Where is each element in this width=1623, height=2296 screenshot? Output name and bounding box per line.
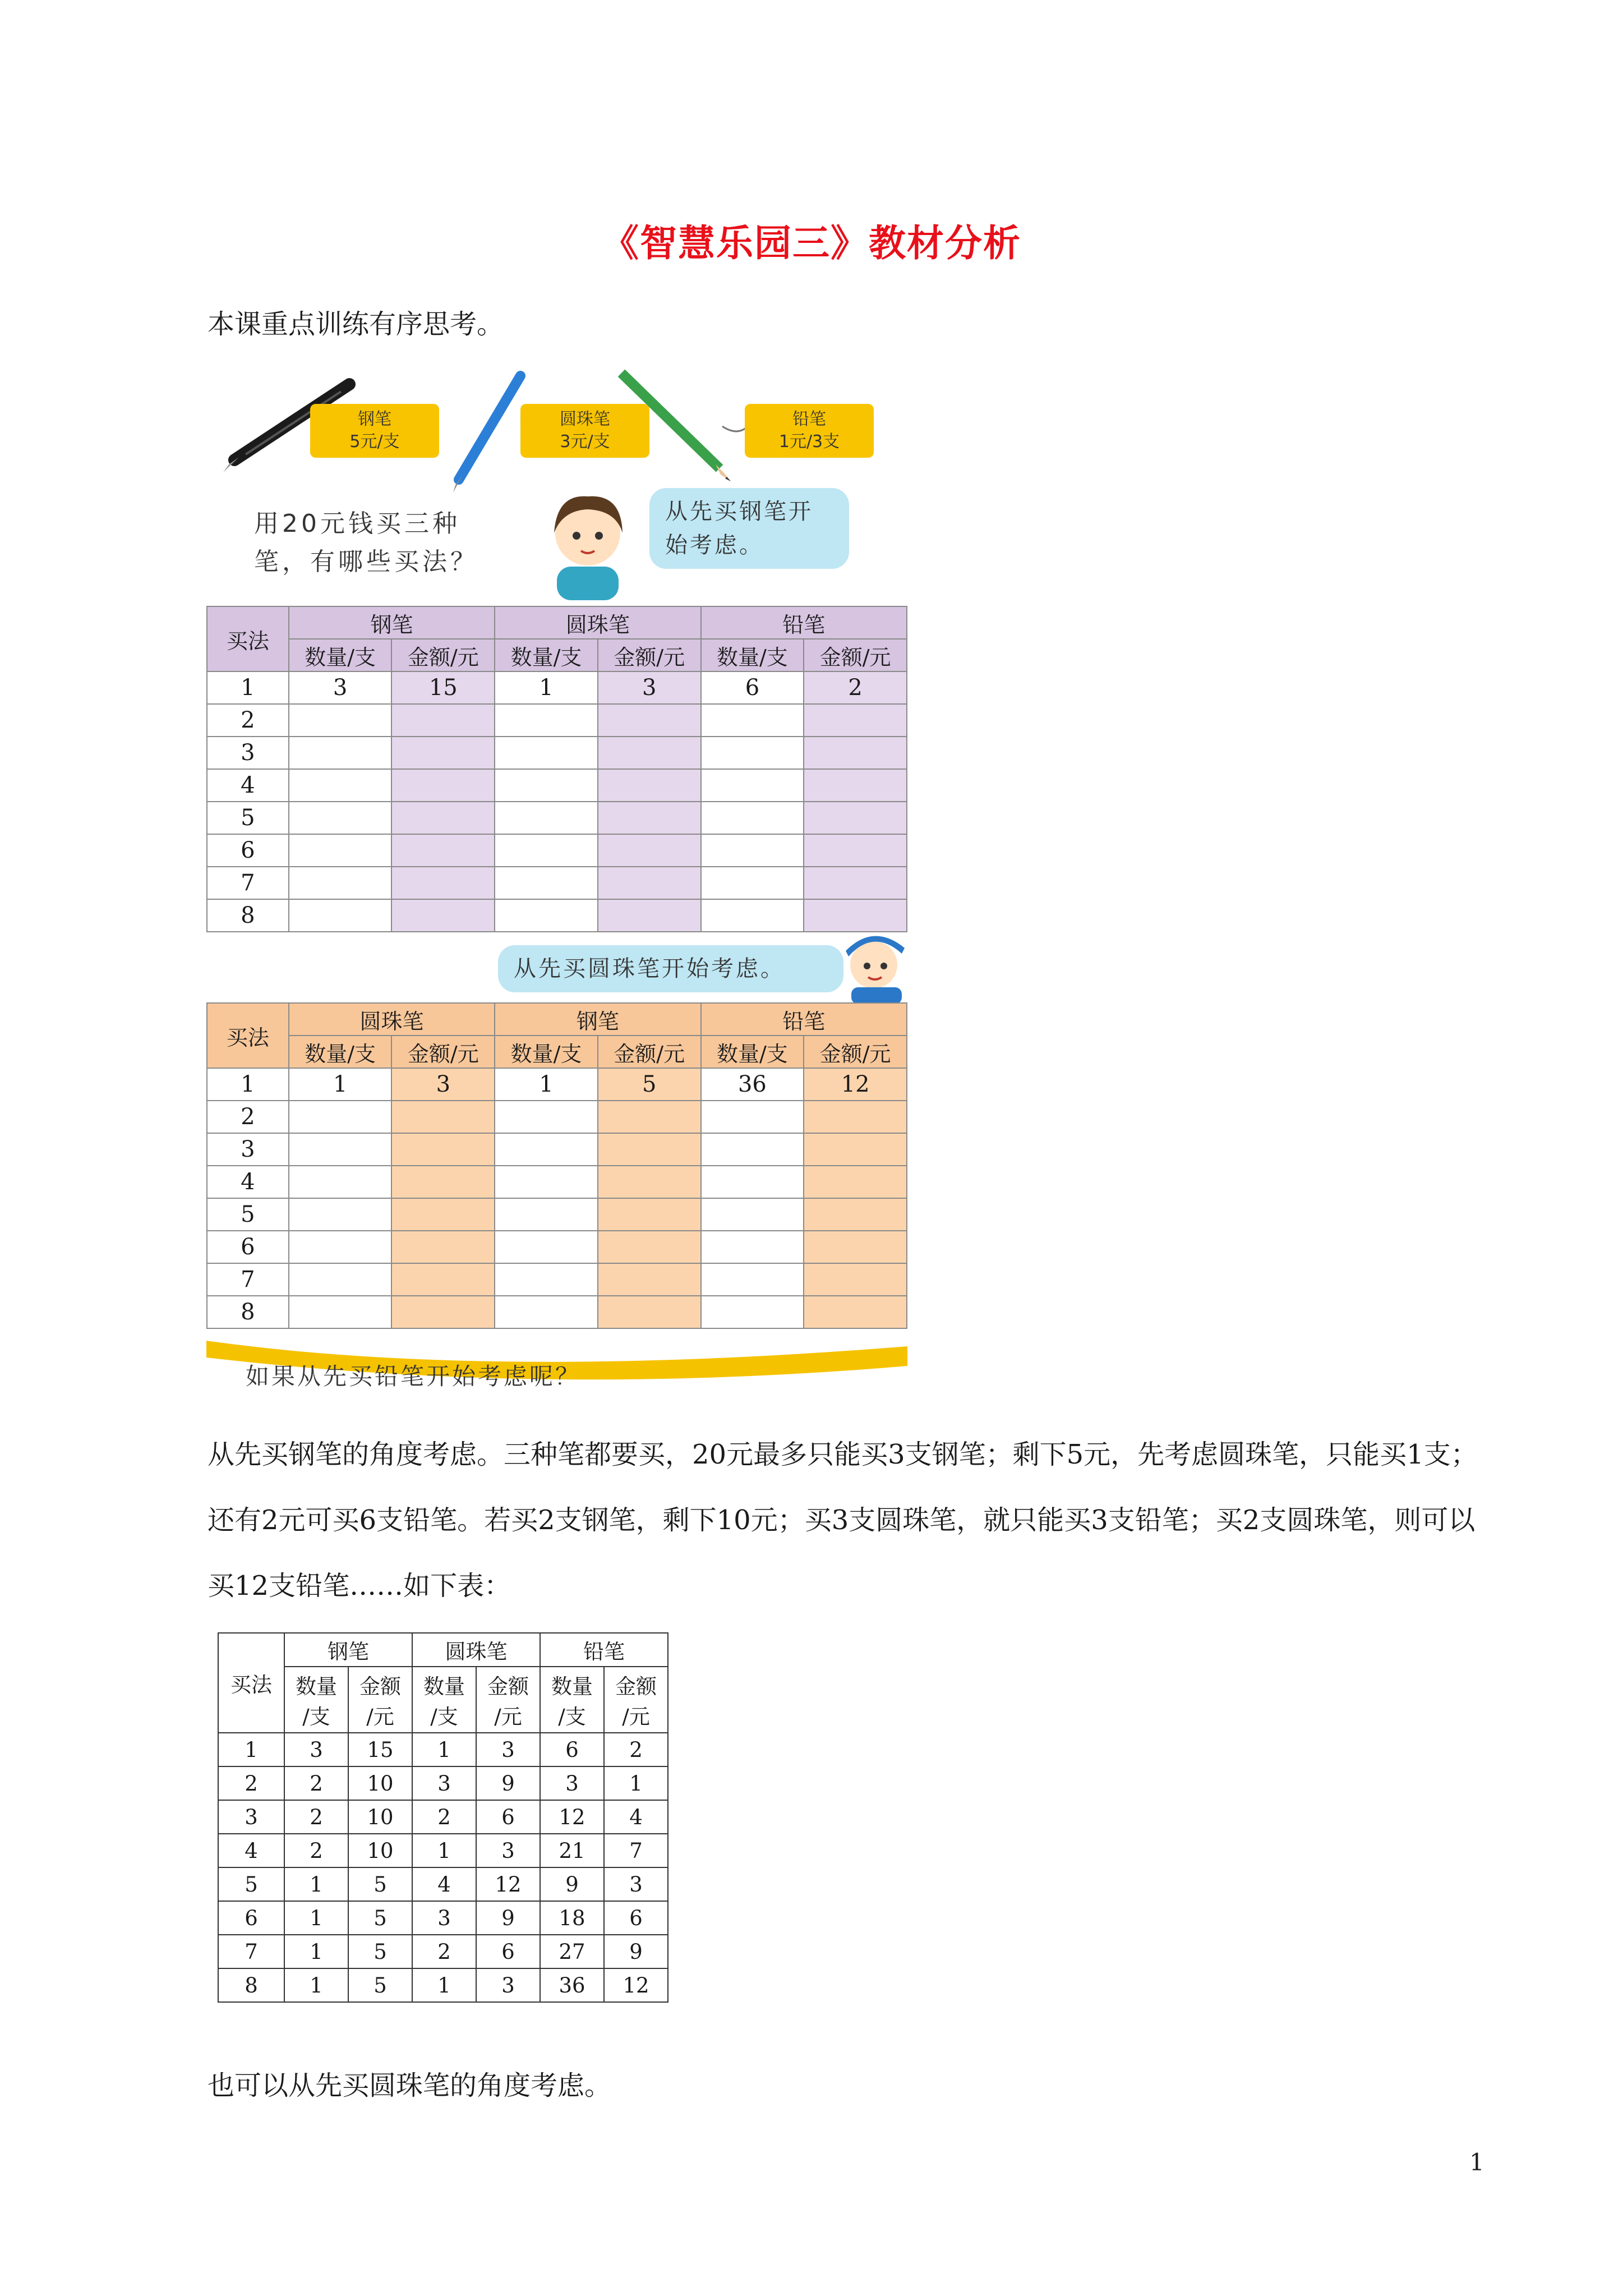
method-number-cell: 5	[207, 802, 289, 834]
table-cell	[391, 704, 495, 737]
table-cell: 3	[540, 1766, 604, 1800]
table-cell	[701, 867, 804, 899]
table-cell: 10	[348, 1766, 412, 1800]
table-cell	[289, 899, 392, 932]
table-cell: 1	[495, 1068, 598, 1101]
table-row	[207, 704, 907, 737]
table-cell: 9	[540, 1867, 604, 1901]
tag-price: 3元/支	[560, 432, 610, 452]
table-cell	[598, 899, 701, 932]
method-number-cell: 6	[218, 1901, 284, 1935]
table-cell	[495, 737, 598, 769]
table-cell: 36	[701, 1068, 804, 1101]
table-cell: 9	[604, 1935, 668, 1968]
table-row	[207, 737, 907, 769]
table-cell	[804, 737, 907, 769]
group-header: 圆珠笔	[412, 1633, 540, 1667]
table-cell	[289, 1231, 392, 1263]
method-header: 买法	[207, 606, 289, 671]
table-cell	[391, 834, 495, 867]
table-cell: 4	[604, 1800, 668, 1834]
answer-table	[218, 1632, 668, 2003]
table-row	[218, 1935, 668, 1968]
group-header: 铅笔	[701, 606, 907, 639]
table-cell	[495, 769, 598, 802]
table-cell: 18	[540, 1901, 604, 1935]
table-row	[218, 1800, 668, 1834]
table-cell: 7	[604, 1834, 668, 1867]
table-cell	[391, 802, 495, 834]
group-header: 铅笔	[701, 1003, 907, 1036]
table-cell	[289, 867, 392, 899]
page-title: 《智慧乐园三》教材分析	[602, 222, 1021, 265]
fountain-pen-price-tag	[310, 404, 439, 458]
table-cell	[804, 1263, 907, 1296]
table-cell	[598, 834, 701, 867]
table-cell: 6	[701, 671, 804, 704]
method-number-cell: 6	[207, 1231, 289, 1263]
method-number-cell: 7	[207, 867, 289, 899]
table-cell	[598, 867, 701, 899]
amount-header	[604, 1667, 668, 1733]
table-cell: 3	[476, 1733, 540, 1766]
table-cell: 1	[284, 1935, 348, 1968]
method-number-cell: 3	[207, 737, 289, 769]
header-line: /元	[494, 1705, 522, 1729]
header-line: 金额	[487, 1674, 529, 1699]
table-cell: 5	[348, 1867, 412, 1901]
table-cell: 2	[284, 1834, 348, 1867]
table-cell	[701, 769, 804, 802]
table-cell	[804, 769, 907, 802]
table-cell	[289, 737, 392, 769]
method-number-cell: 1	[207, 1068, 289, 1101]
method-number-cell: 4	[218, 1834, 284, 1867]
table-cell: 2	[804, 671, 907, 704]
table-cell	[598, 769, 701, 802]
table-row	[218, 1766, 668, 1800]
table-cell	[804, 1133, 907, 1166]
amount-header: 金额/元	[598, 639, 701, 671]
group-header: 钢笔	[495, 1003, 700, 1036]
table-cell: 3	[391, 1068, 495, 1101]
table-cell	[495, 802, 598, 834]
amount-header: 金额/元	[804, 639, 907, 671]
tag-name: 圆珠笔	[560, 409, 610, 429]
table-cell	[804, 1231, 907, 1263]
method-number-cell: 5	[218, 1867, 284, 1901]
boy-illustration	[840, 920, 907, 1004]
header-line: 数量	[296, 1674, 337, 1699]
table-cell: 1	[289, 1068, 392, 1101]
tag-price: 1元/3支	[778, 432, 840, 452]
purchase-table-fountain-first	[206, 606, 907, 932]
table-cell	[495, 899, 598, 932]
table-cell	[289, 1198, 392, 1231]
table-cell	[495, 1166, 598, 1198]
table-cell: 1	[412, 1733, 476, 1766]
table-row	[207, 899, 907, 932]
explanation-paragraph: 从先买钢笔的角度考虑。三种笔都要买，20元最多只能买3支钢笔；剩下5元，先考虑圆珠笔，只能买1支；还有2元可买6支铅笔。若买2支钢笔，剩下10元；买3支圆珠笔，就只能买3支铅笔；买2支圆珠笔，则可以买12支铅笔……如下表：	[208, 1439, 1478, 1602]
header-line: 金额	[615, 1674, 657, 1699]
table-row	[207, 1198, 907, 1231]
method-number-cell: 8	[207, 899, 289, 932]
table-cell	[598, 1296, 701, 1328]
table-cell: 1	[412, 1834, 476, 1867]
table-cell	[391, 1133, 495, 1166]
table-cell: 2	[284, 1800, 348, 1834]
table-cell	[598, 1231, 701, 1263]
qty-header	[540, 1667, 604, 1733]
table-cell: 15	[348, 1733, 412, 1766]
table-cell	[701, 834, 804, 867]
table-cell: 2	[604, 1733, 668, 1766]
qty-header: 数量/支	[701, 639, 804, 671]
table-cell: 9	[476, 1901, 540, 1935]
header-line: 数量	[551, 1674, 593, 1699]
pencil-price-tag	[745, 404, 874, 458]
table-cell: 3	[284, 1733, 348, 1766]
table-row	[207, 1101, 907, 1133]
table-cell: 27	[540, 1935, 604, 1968]
qty-header: 数量/支	[289, 639, 392, 671]
table-cell	[804, 1101, 907, 1133]
table-cell: 10	[348, 1834, 412, 1867]
table-cell	[495, 1101, 598, 1133]
qty-header	[412, 1667, 476, 1733]
table-cell: 1	[604, 1766, 668, 1800]
table-cell	[804, 1296, 907, 1328]
method-number-cell: 8	[218, 1968, 284, 2002]
method-number-cell: 1	[207, 671, 289, 704]
table-cell: 3	[412, 1901, 476, 1935]
method-number-cell: 2	[218, 1766, 284, 1800]
table-cell: 15	[391, 671, 495, 704]
method-number-cell: 3	[218, 1800, 284, 1834]
girl-speech-bubble: 从先买钢笔开始考虑。	[649, 488, 849, 569]
table-cell	[391, 867, 495, 899]
table-row	[207, 867, 907, 899]
table-cell	[598, 704, 701, 737]
table-cell	[701, 1133, 804, 1166]
amount-header	[476, 1667, 540, 1733]
table-cell	[804, 802, 907, 834]
table-cell	[289, 769, 392, 802]
table-cell: 3	[412, 1766, 476, 1800]
table-cell	[804, 1166, 907, 1198]
table-cell	[701, 737, 804, 769]
table-cell	[391, 1296, 495, 1328]
table-cell: 6	[604, 1901, 668, 1935]
header-line: /支	[558, 1705, 586, 1729]
closing-text: 也可以从先买圆珠笔的角度考虑。	[208, 2070, 612, 2101]
table-cell	[804, 867, 907, 899]
method-header: 买法	[218, 1633, 284, 1733]
qty-header: 数量/支	[495, 1036, 598, 1068]
table-cell: 12	[476, 1867, 540, 1901]
table-row	[207, 671, 907, 704]
question-text: 用20元钱买三种笔，有哪些买法？	[254, 509, 478, 576]
method-number-cell: 2	[207, 704, 289, 737]
table-cell	[495, 1263, 598, 1296]
table-row	[207, 1263, 907, 1296]
table-cell	[701, 1296, 804, 1328]
intro-text: 本课重点训练有序思考。	[208, 309, 504, 340]
table-cell: 4	[412, 1867, 476, 1901]
table-cell: 12	[804, 1068, 907, 1101]
table-cell: 3	[476, 1968, 540, 2002]
table-row	[218, 1867, 668, 1901]
table-cell	[289, 1133, 392, 1166]
amount-header: 金额/元	[391, 1036, 495, 1068]
method-number-cell: 6	[207, 834, 289, 867]
header-line: /元	[366, 1705, 394, 1729]
table-cell: 36	[540, 1968, 604, 2002]
table-cell	[495, 704, 598, 737]
tag-price: 5元/支	[349, 432, 400, 452]
amount-header: 金额/元	[804, 1036, 907, 1068]
table-cell: 5	[348, 1901, 412, 1935]
amount-header: 金额/元	[598, 1036, 701, 1068]
qty-header: 数量/支	[289, 1036, 392, 1068]
table-cell	[289, 1101, 392, 1133]
table-cell	[391, 769, 495, 802]
table-cell: 6	[476, 1935, 540, 1968]
table-cell: 12	[604, 1968, 668, 2002]
purchase-table-ballpoint-first	[206, 1002, 907, 1329]
table-cell	[701, 704, 804, 737]
table-cell: 3	[289, 671, 392, 704]
table-cell	[701, 1166, 804, 1198]
table-cell	[804, 704, 907, 737]
table-row	[207, 1166, 907, 1198]
method-header: 买法	[207, 1003, 289, 1068]
table-cell	[598, 1133, 701, 1166]
girl-illustration	[537, 488, 638, 600]
table-cell	[391, 899, 495, 932]
textbook-figure	[206, 365, 907, 1402]
table-cell	[701, 802, 804, 834]
table-cell	[804, 1198, 907, 1231]
table-row	[218, 1733, 668, 1766]
table-cell: 5	[598, 1068, 701, 1101]
table-cell	[701, 1231, 804, 1263]
boy-speech-bubble: 从先买圆珠笔开始考虑。	[498, 945, 843, 992]
table-cell: 21	[540, 1834, 604, 1867]
ballpoint-pen-price-tag	[520, 404, 649, 458]
table-cell	[701, 1263, 804, 1296]
method-number-cell: 4	[207, 1166, 289, 1198]
table-row	[207, 769, 907, 802]
bottom-question: 如果从先买铅笔开始考虑呢？	[246, 1363, 582, 1390]
table-cell	[701, 1101, 804, 1133]
table-cell	[391, 1198, 495, 1231]
tag-name: 铅笔	[792, 409, 826, 429]
table-cell: 1	[284, 1901, 348, 1935]
amount-header: 金额/元	[391, 639, 495, 671]
table-cell: 12	[540, 1800, 604, 1834]
table-cell: 1	[284, 1968, 348, 2002]
table-row	[207, 834, 907, 867]
table-cell	[391, 1166, 495, 1198]
table-row	[218, 1901, 668, 1935]
table-row	[207, 1296, 907, 1328]
table-cell: 2	[284, 1766, 348, 1800]
table-cell: 2	[412, 1800, 476, 1834]
tag-name: 钢笔	[358, 409, 391, 429]
group-header: 圆珠笔	[289, 1003, 495, 1036]
table-cell: 9	[476, 1766, 540, 1800]
table-cell	[598, 1263, 701, 1296]
table-cell	[598, 737, 701, 769]
header-line: /元	[622, 1705, 650, 1729]
table-cell	[289, 1263, 392, 1296]
header-line: /支	[302, 1705, 330, 1729]
table-cell: 1	[495, 671, 598, 704]
table-cell	[289, 1296, 392, 1328]
group-header: 钢笔	[284, 1633, 412, 1667]
qty-header: 数量/支	[701, 1036, 804, 1068]
table-cell: 5	[348, 1935, 412, 1968]
page-number: 1	[1469, 2148, 1484, 2176]
ballpoint-pen-icon	[453, 376, 520, 493]
table-row	[207, 1068, 907, 1101]
table-cell	[804, 834, 907, 867]
table-cell	[391, 1231, 495, 1263]
table-cell	[598, 802, 701, 834]
header-line: /支	[430, 1705, 458, 1729]
table-cell	[495, 1198, 598, 1231]
method-number-cell: 7	[218, 1935, 284, 1968]
header-line: 金额	[359, 1674, 401, 1699]
table-cell	[701, 899, 804, 932]
method-number-cell: 2	[207, 1101, 289, 1133]
table-cell	[495, 1133, 598, 1166]
table-cell: 6	[476, 1800, 540, 1834]
table-cell: 3	[604, 1867, 668, 1901]
table-cell	[598, 1166, 701, 1198]
table-cell	[289, 1166, 392, 1198]
table-cell	[495, 867, 598, 899]
table-row	[207, 802, 907, 834]
table-cell	[701, 1198, 804, 1231]
table-cell: 3	[476, 1834, 540, 1867]
table-cell	[495, 1231, 598, 1263]
table-cell: 2	[412, 1935, 476, 1968]
table-cell	[495, 834, 598, 867]
table-cell: 3	[598, 671, 701, 704]
qty-header	[284, 1667, 348, 1733]
table-cell: 1	[412, 1968, 476, 2002]
method-number-cell: 5	[207, 1198, 289, 1231]
group-header: 钢笔	[289, 606, 495, 639]
table-cell	[289, 834, 392, 867]
table-row	[207, 1133, 907, 1166]
table-cell	[598, 1198, 701, 1231]
amount-header	[348, 1667, 412, 1733]
table-cell	[289, 704, 392, 737]
table-cell	[289, 802, 392, 834]
table-row	[218, 1968, 668, 2002]
group-header: 铅笔	[540, 1633, 668, 1667]
table-row	[218, 1834, 668, 1867]
table-cell	[391, 1101, 495, 1133]
table-cell	[495, 1296, 598, 1328]
table-cell: 10	[348, 1800, 412, 1834]
method-number-cell: 3	[207, 1133, 289, 1166]
table-cell	[391, 1263, 495, 1296]
method-number-cell: 4	[207, 769, 289, 802]
table-cell	[391, 737, 495, 769]
method-number-cell: 7	[207, 1263, 289, 1296]
group-header: 圆珠笔	[495, 606, 700, 639]
method-number-cell: 8	[207, 1296, 289, 1328]
method-number-cell: 1	[218, 1733, 284, 1766]
qty-header: 数量/支	[495, 639, 598, 671]
table-cell: 5	[348, 1968, 412, 2002]
table-cell: 6	[540, 1733, 604, 1766]
table-row	[207, 1231, 907, 1263]
header-line: 数量	[423, 1674, 465, 1699]
table-cell	[598, 1101, 701, 1133]
table-cell: 1	[284, 1867, 348, 1901]
